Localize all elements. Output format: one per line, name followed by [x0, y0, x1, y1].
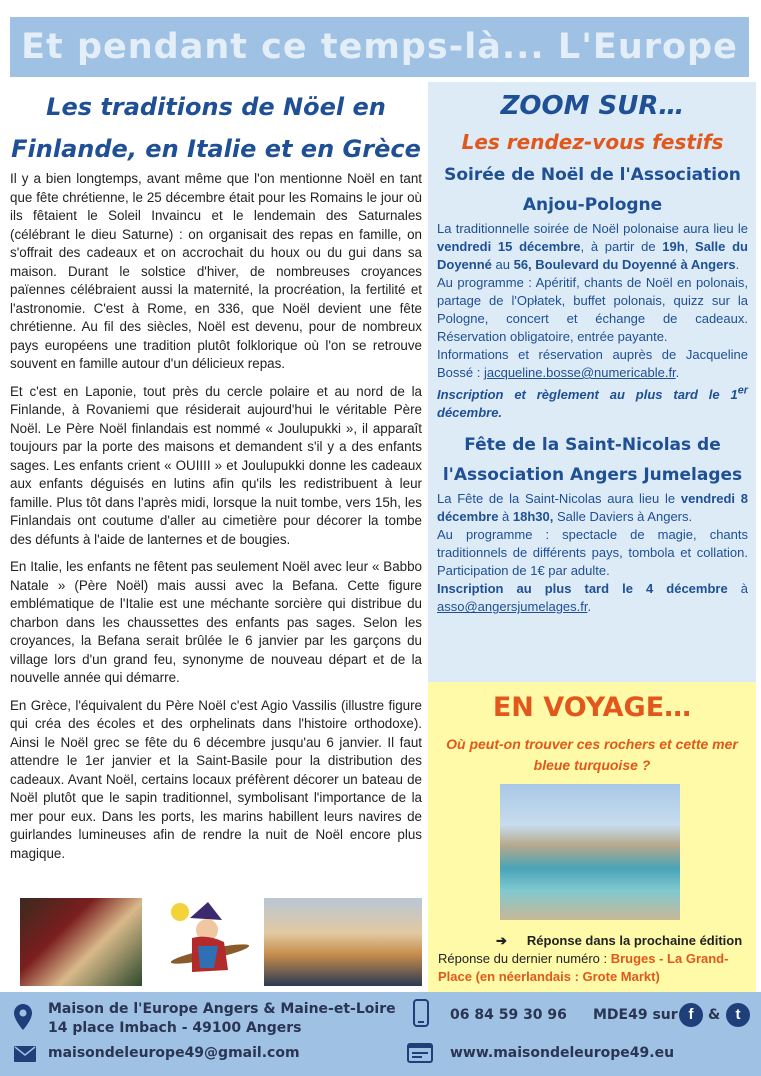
answer-head-text: Réponse dans la prochaine édition	[526, 933, 743, 948]
event1-title	[437, 160, 748, 220]
event1-details	[437, 220, 748, 274]
phone-number[interactable]: 06 84 59 30 96	[450, 1007, 567, 1023]
zoom-panel	[428, 82, 756, 682]
befana-illustration	[152, 898, 258, 986]
greek-harbour-photo	[264, 898, 422, 986]
org-street: 14 place Imbach - 49100 Angers	[48, 1020, 302, 1036]
article-title-line1: Les traditions de Nöel en	[46, 93, 386, 121]
event1-title-line2: Anjou-Pologne	[522, 195, 663, 215]
voyage-panel	[428, 682, 756, 992]
paragraph-finland: Et c'est en Laponie, tout près du cercle polaire et au nord de la Finlande, à Rovaniemi que résiderait aujourd'hui le véritable Père Noël. Le Père Noël finlandais est nommé « Joulupukki », il apparaît toujours par la porte des maisons et demandent s'il y a des enfants sages. Les enfants crient « OUIIII » et Joulupukki donne les cadeaux aux enfants déguisés en lutins afin qu'ils les redistribuent à leur famille. Plus tôt dans l'après midi, lorsque la nuit tombe, vers 15h, les Finlandais ont coutume d'aller au cimetière pour décorer la tombe des défunts à l'aide de lanternes et de bougies.	[10, 383, 422, 547]
arrow-right-icon: ➔	[496, 933, 507, 948]
org-name: Maison de l'Europe Angers & Maine-et-Loire	[48, 1001, 396, 1017]
event2-deadline	[437, 580, 748, 616]
event2-hour: 18h30,	[512, 509, 554, 525]
article-title-line2: Finlande, en Italie et en Grèce	[11, 135, 421, 163]
paragraph-italy: En Italie, les enfants ne fêtent pas seulement Noël avec leur « Babbo Natale » (Père Noël) mais aussi avec la Befana. Cette figure emblématique de l'Italie est une méchante sorcière qui distribue du charbon dans les chaussettes des enfants pas sages. Selon les croyances, la Befana serait brûlée le 6 janvier par les garçons du village lors d'un grand feu, synonyme de nouveau départ et de la nouvelle année qui démarre.	[10, 559, 422, 685]
event1-text: au	[491, 257, 514, 272]
event1-text: La traditionnelle soirée de Noël polonaise aura lieu le	[437, 221, 748, 236]
phone-icon	[413, 999, 429, 1027]
zoom-subtitle: Les rendez-vous festifs	[461, 130, 724, 154]
website-url[interactable]: www.maisondeleurope49.eu	[450, 1045, 675, 1061]
event2-programme: Au programme : spectacle de magie, chants traditionnels de différents pays, tombola et collation. Participation de 1€ par adulte.	[437, 527, 748, 579]
previous-answer-value: Bruges - La Grand-Place (en néerlandais : Grote Markt)	[438, 951, 729, 984]
event2-deadline-text: Inscription au plus tard le 4 décembre	[437, 581, 728, 597]
event2-deadline-text: .	[587, 599, 592, 615]
voyage-question: Où peut-on trouver ces rochers et cette mer bleue turquoise ?	[446, 736, 738, 773]
santa-photo	[20, 898, 142, 986]
envelope-icon	[14, 1046, 36, 1062]
event1-title-line1: Soirée de Noël de l'Association	[444, 165, 741, 185]
previous-answer	[438, 950, 748, 986]
event1-deadline-text: Inscription et règlement au plus tard le 1	[437, 387, 738, 403]
website-icon	[407, 1043, 433, 1063]
event2-title-line1: Fête de la Saint-Nicolas de	[464, 435, 721, 456]
paragraph-greece: En Grèce, l'équivalent du Père Noël c'est Agio Vassilis (illustre figure qui créa des écoles et des orphelinats dans l'histoire orthodoxe). Ainsi le Noël grec se fête du 6 décembre jusqu'au 6 janvier. Il faut attendre le 1er janvier et la Saint-Basile pour la distribution des cadeaux. Avant Noël, certains locaux préfèrent décorer un bateau de Noël plutôt que le sapin traditionnel, symbolisant l'importance de la mer pour eux. Dans les ports, les marins habillent leurs navires de guirlandes lumineuses afin de rendre la nuit de Noël encore plus magique.	[10, 697, 422, 861]
voyage-answer	[438, 932, 748, 986]
location-pin-icon	[14, 1004, 32, 1030]
event2-text: à	[498, 509, 513, 525]
event1-info-text: Informations et réservation auprès de Jacqueline Bossé :	[437, 347, 748, 380]
event1-deadline-sup: er	[737, 385, 748, 397]
zoom-title: ZOOM SUR…	[500, 91, 685, 121]
footer	[0, 992, 761, 1076]
event2-text: La Fête de la Saint-Nicolas aura lieu le	[437, 491, 681, 507]
event1-email-link[interactable]: jacqueline.bosse@numericable.fr	[483, 365, 676, 380]
traditions-article	[10, 82, 422, 872]
event1-date: vendredi 15 décembre	[437, 239, 581, 254]
event2-title-line2: l'Association Angers Jumelages	[442, 465, 743, 486]
event2-title	[437, 430, 748, 490]
event2-details	[437, 490, 748, 526]
event1-venue: Salle du Doyenné	[437, 239, 748, 272]
event1-deadline	[437, 382, 748, 422]
event2-email-link[interactable]: asso@angersjumelages.fr	[437, 599, 588, 615]
event2-date: vendredi 8 décembre	[437, 491, 749, 525]
event1-programme: Au programme : Apéritif, chants de Noël en polonais, partage de l'Opłatek, buffet polonais, quizz sur la Pologne, concert et échange de cadeaux. Réservation obligatoire, entrée payante.	[437, 275, 748, 344]
event1-deadline-text: décembre.	[437, 405, 503, 421]
org-address	[48, 1000, 396, 1038]
previous-answer-label: Réponse du dernier numéro :	[438, 951, 611, 966]
event2-text: Salle Daviers à Angers.	[553, 509, 693, 525]
event1-text: ,	[684, 239, 689, 254]
banner-title: Et pendant ce temps-là... L'Europe	[21, 27, 738, 67]
paragraph-rome: Il y a bien longtemps, avant même que l'on mentionne Noël en tant que fête chrétienne, le 25 décembre était pour les Romains le jour où ils fêtaient le Soleil Invaincu et le lendemain des Saturnales (célébrant le dieu Saturne) : on organisait des repas en famille, on s'offrait des cadeaux et on accrochait du houx ou du gui dans sa maison. Durant le solstice d'hiver, de nombreuses croyances païennes célébraient aussi la maternité, la procréation, la fertilité et l'astronomie. C'est à Rome, en 336, que Noël devient une fête chrétienne. Au fil des siècles, Noël est devenu, pour de nombreux pays européens une tradition plutôt folklorique où l'on se retrouve souvent en famille autour d'un délicieux repas.	[10, 171, 422, 371]
header-banner	[10, 17, 749, 77]
event1-info	[437, 346, 748, 382]
event2-deadline-text: à	[727, 581, 748, 597]
footer-email[interactable]: maisondeleurope49@gmail.com	[48, 1045, 300, 1061]
event1-text: , à partir de	[580, 239, 663, 254]
event1-info-text: .	[675, 365, 680, 380]
social-label: MDE49 sur	[593, 1007, 678, 1023]
answer-next-edition	[438, 932, 748, 950]
event1-address: 56, Boulevard du Doyenné à Angers	[513, 257, 736, 272]
voyage-title: EN VOYAGE…	[492, 692, 692, 723]
event1-hour: 19h	[662, 239, 685, 254]
social-amp: &	[708, 1007, 721, 1023]
twitter-icon[interactable]: t	[726, 1003, 750, 1027]
photo-strip	[20, 898, 422, 986]
rocks-sea-photo	[500, 784, 680, 920]
facebook-icon[interactable]: f	[679, 1003, 703, 1027]
event1-text: .	[735, 257, 740, 272]
article-title	[10, 86, 422, 170]
